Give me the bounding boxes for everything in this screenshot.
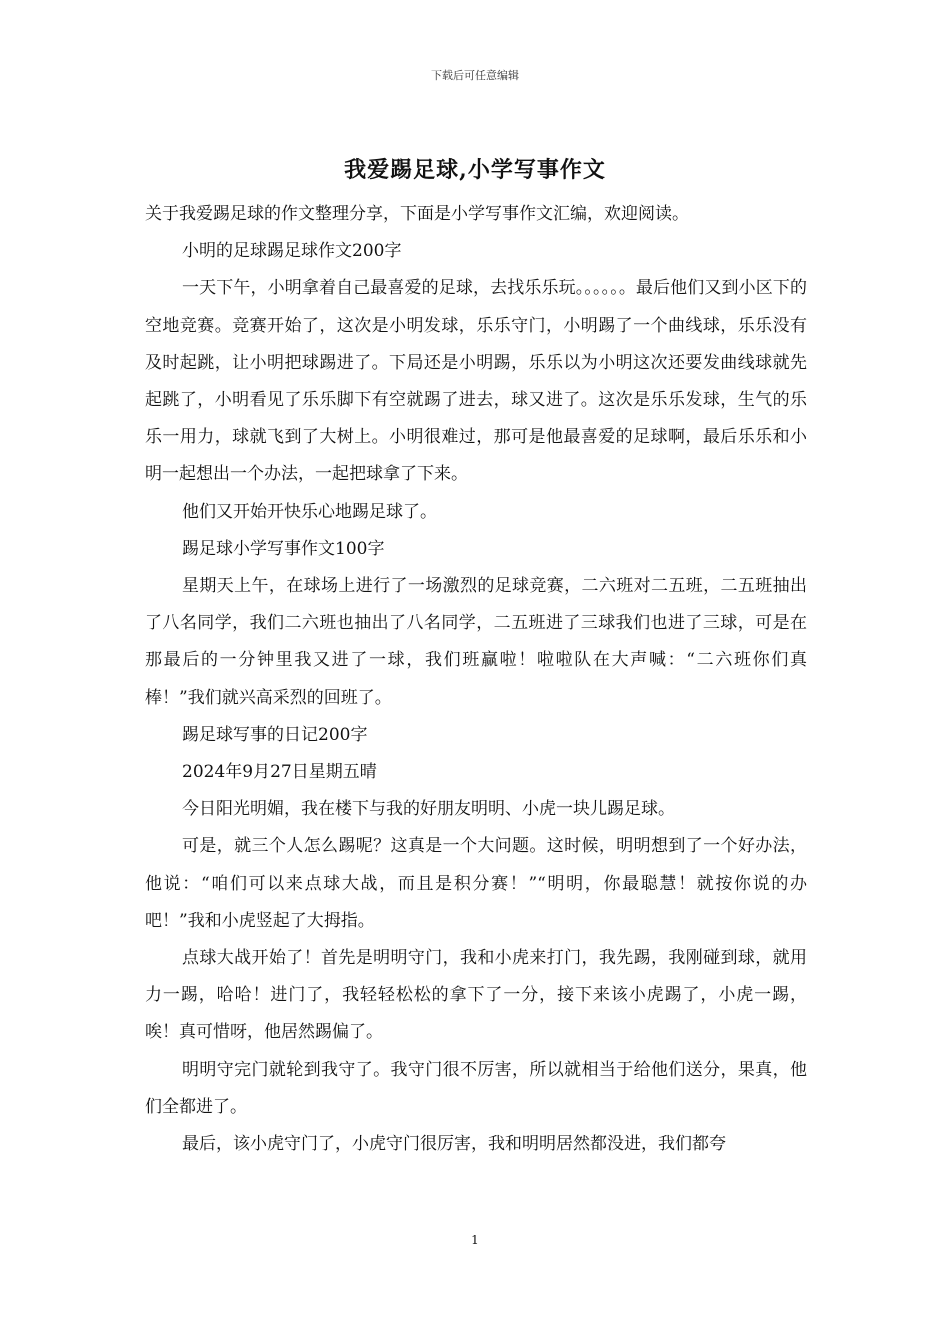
header-note: 下载后可任意编辑 <box>431 69 519 82</box>
body-paragraph: 可是，就三个人怎么踢呢？这真是一个大问题。这时候，明明想到了一个好办法，他说：“咱们可以来点球大战，而且是积分赛！”“明明，你最聪慧！就按你说的办吧！”我和小虎竖起了大拇指。 <box>145 836 807 931</box>
section-heading: 小明的足球踢足球作文200字 <box>182 241 402 262</box>
diary-date: 2024年9月27日星期五晴 <box>182 762 377 783</box>
section-heading: 踢足球写事的日记200字 <box>182 724 368 745</box>
document-title: 我爱踢足球,小学写事作文 <box>344 157 606 183</box>
section-heading: 踢足球小学写事作文100字 <box>182 538 385 559</box>
page-number: 1 <box>471 1233 479 1247</box>
body-paragraph: 一天下午，小明拿着自己最喜爱的足球，去找乐乐玩。。。。。。最后他们又到小区下的空地竞赛。竞赛开始了，这次是小明发球，乐乐守门，小明踢了一个曲线球，乐乐没有及时起跳，让小明把球踢进了。下局还是小明踢，乐乐以为小明这次还要发曲线球就先起跳了，小明看见了乐乐脚下有空就踢了进去，球又进了。这次是乐乐发球，生气的乐乐一用力，球就飞到了大树上。小明很难过，那可是他最喜爱的足球啊，最后乐乐和小明一起想出一个办法，一起把球拿了下来。 <box>145 278 807 485</box>
body-paragraph: 他们又开始开快乐心地踢足球了。 <box>182 501 437 522</box>
body-paragraph: 星期天上午，在球场上进行了一场激烈的足球竞赛，二六班对二五班，二五班抽出了八名同学，我们二六班也抽出了八名同学，二五班进了三球我们也进了三球，可是在那最后的一分钟里我又进了一球，我们班赢啦！啦啦队在大声喊：“二六班你们真棒！”我们就兴高采烈的回班了。 <box>145 576 807 708</box>
body-paragraph: 最后，该小虎守门了，小虎守门很厉害，我和明明居然都没进，我们都夸 <box>182 1134 726 1155</box>
document-body <box>145 196 807 1163</box>
intro-paragraph: 关于我爱踢足球的作文整理分享，下面是小学写事作文汇编，欢迎阅读。 <box>145 204 689 224</box>
body-paragraph: 点球大战开始了！首先是明明守门，我和小虎来打门，我先踢，我刚碰到球，就用力一踢，哈哈！进门了，我轻轻松松的拿下了一分，接下来该小虎踢了，小虎一踢，唉！真可惜呀，他居然踢偏了。 <box>145 948 807 1043</box>
body-paragraph: 明明守完门就轮到我守了。我守门很不厉害，所以就相当于给他们送分，果真，他们全都进了。 <box>145 1059 807 1117</box>
body-paragraph: 今日阳光明媚，我在楼下与我的好朋友明明、小虎一块儿踢足球。 <box>182 799 675 820</box>
